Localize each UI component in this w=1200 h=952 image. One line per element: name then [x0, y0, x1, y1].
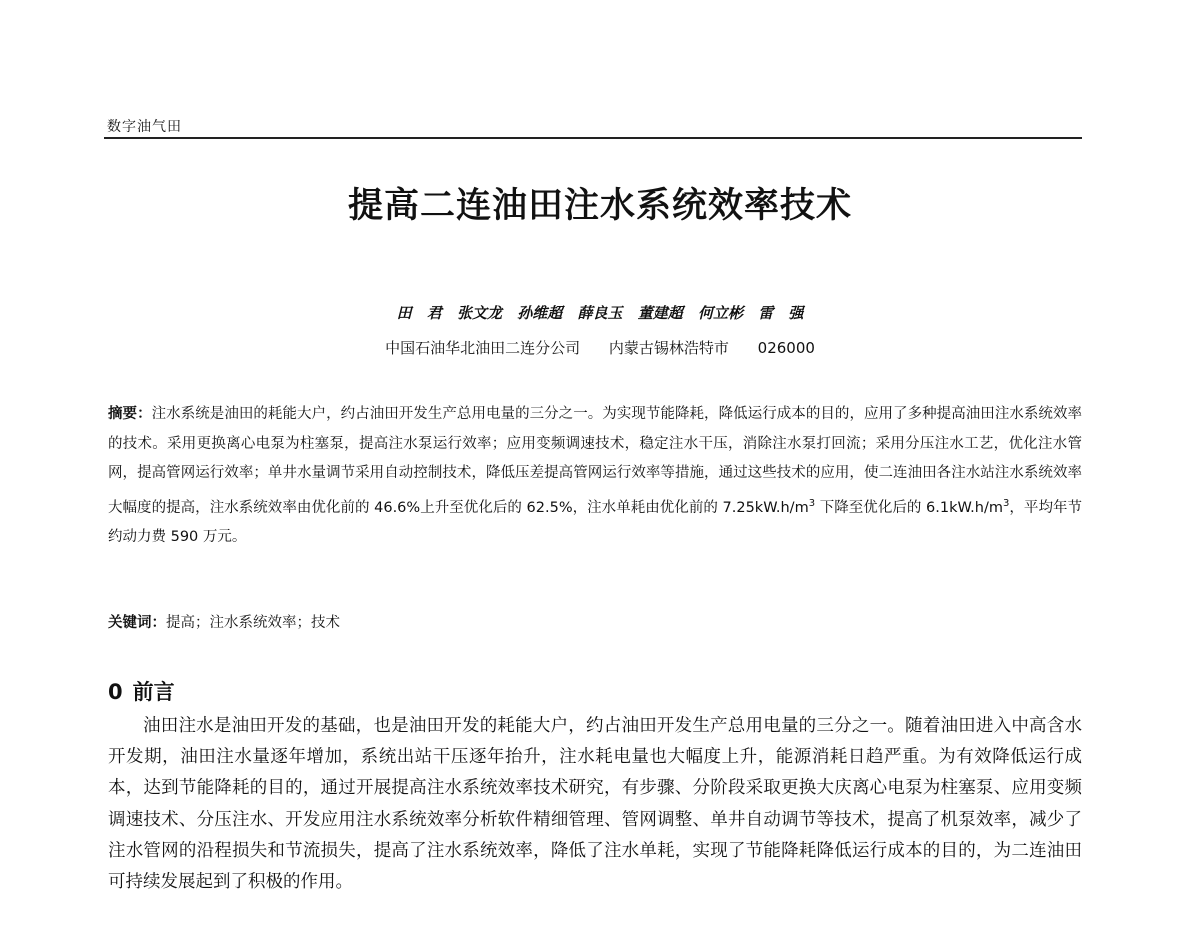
keywords [108, 610, 1082, 636]
keywords-text: 提高；注水系统效率；技术 [166, 615, 340, 631]
abstract-text-end: ，平均年节约动力费 590 万元。 [108, 499, 1082, 545]
paper-title: 提高二连油田注水系统效率技术 [347, 186, 852, 226]
abstract-superscript-1: 3 [808, 497, 816, 509]
section-paragraph: 油田注水是油田开发的基础，也是油田开发的耗能大户，约占油田开发生产总用电量的三分之一。随着油田进入中高含水开发期，油田注水量逐年增加，系统出站干压逐年抬升，注水耗电量也大幅度上升，能源消耗日趋严重。为有效降低运行成本，达到节能降耗的目的，通过开展提高注水系统效率技术研究，有步骤、分阶段采取更换大庆离心电泵为柱塞泵、应用变频调速技术、分压注水、开发应用注水系统效率分析软件精细管理、管网调整、单井自动调节等技术，提高了机泵效率，减少了注水管网的沿程损失和节流损失，提高了注水系统效率，降低了注水单耗，实现了节能降耗降低运行成本的目的，为二连油田可持续发展起到了积极的作用。 [108, 716, 1082, 893]
abstract-text: 注水系统是油田的耗能大户，约占油田开发生产总用电量的三分之一。为实现节能降耗，降低运行成本的目的，应用了多种提高油田注水系统效率的技术。采用更换离心电泵为柱塞泵，提高注水泵运行效率；应用变频调速技术，稳定注水干压，消除注水泵打回流；采用分压注水工艺，优化注水管网，提高管网运行效率；单井水量调节采用自动控制技术，降低压差提高管网运行效率等措施，通过这些技术的应用，使二连油田各注水站注水系统效率大幅度的提高，注水系统效率由优化前的 46.6%上升至优化后的 62.5%，注水单耗由优化前的 7.25kW.h/m [108, 406, 1083, 516]
abstract-superscript-2: 3 [1002, 497, 1010, 509]
keywords-label: 关键词： [108, 615, 166, 631]
abstract-label: 摘要： [108, 406, 152, 422]
journal-section-label: 数字油气田 [107, 119, 182, 135]
section-title: 前言 [132, 680, 175, 704]
affiliation-postcode: 026000 [757, 339, 815, 357]
header-divider [104, 137, 1082, 139]
abstract [108, 400, 1082, 552]
section-number: 0 [108, 680, 123, 704]
affiliation-organization: 中国石油华北油田二连分公司 [385, 339, 581, 357]
affiliation-line [0, 337, 1200, 358]
author-list: 田 君 张文龙 孙维超 薛良玉 董建超 何立彬 雷 强 [396, 304, 804, 322]
affiliation-location: 内蒙古锡林浩特市 [608, 339, 729, 357]
section-heading [108, 676, 175, 706]
abstract-text-mid: 下降至优化后的 6.1kW.h/m [815, 499, 1003, 516]
